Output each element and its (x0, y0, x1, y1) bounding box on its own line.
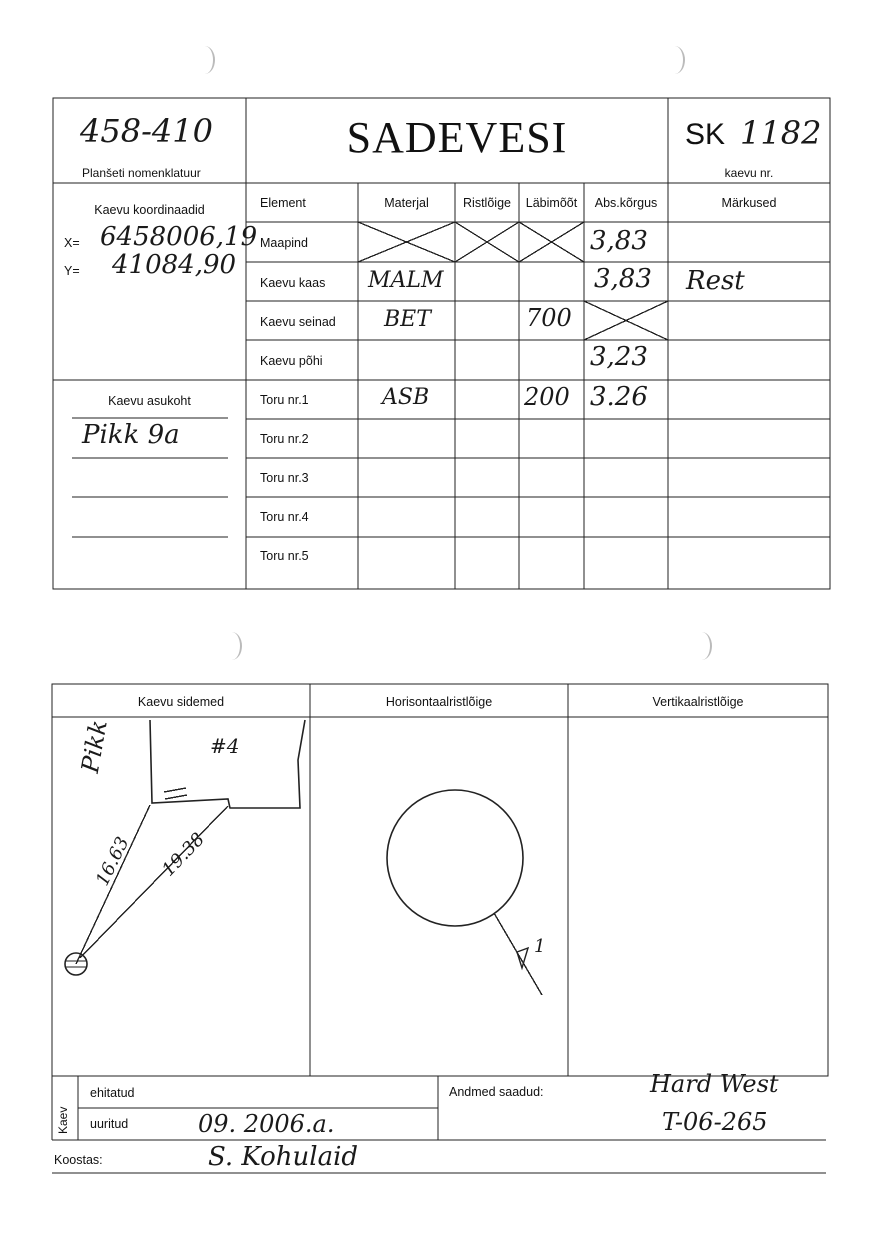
row-element: Maapind (260, 236, 308, 250)
coordinates-label: Kaevu koordinaadid (94, 203, 205, 217)
section-horisontaal: Horisontaalristlõige (385, 695, 493, 709)
row-element: Kaevu kaas (260, 276, 326, 290)
y-value: 41084,90 (112, 250, 237, 280)
header-element: Element (260, 196, 306, 210)
row-element: Toru nr.4 (260, 510, 309, 524)
cell-abs: 3,23 (590, 342, 648, 372)
andmed-value-1: Hard West (650, 1070, 779, 1098)
uuritud-label: uuritud (90, 1117, 129, 1131)
plansheet-value: 458-410 (80, 112, 213, 150)
y-label: Y= (64, 264, 80, 278)
section-sidemed: Kaevu sidemed (137, 695, 225, 709)
cell-abs: 3,83 (590, 226, 648, 256)
x-value: 6458006,19 (100, 222, 258, 252)
page-title: SADEVESI (346, 113, 568, 162)
sketch-distance-1: 16.63 (92, 833, 134, 890)
ehitatud-label: ehitatud (90, 1086, 135, 1100)
row-element: Toru nr.3 (260, 471, 309, 485)
uuritud-value: 09. 2006.a. (198, 1110, 335, 1138)
header-labimoot: Läbimõõt (525, 196, 578, 210)
plansheet-label: Planšeti nomenklatuur (82, 166, 201, 180)
cell-materjal: MALM (368, 268, 444, 293)
row-element: Kaevu põhi (260, 354, 323, 368)
row-element: Toru nr.5 (260, 549, 309, 563)
cell-abs: 3.26 (590, 382, 648, 412)
andmed-value-2: T-06-265 (662, 1108, 768, 1136)
header-ristloige: Ristlõige (463, 196, 511, 210)
koostas-label: Koostas: (54, 1153, 103, 1167)
x-label: X= (64, 236, 80, 250)
kaev-label: Kaev (56, 1106, 70, 1134)
header-markused: Märkused (721, 196, 777, 210)
koostas-value: S. Kohulaid (208, 1142, 359, 1172)
cell-labimoot: 200 (524, 383, 570, 411)
well-prefix: SK (685, 118, 726, 151)
section-vertikaal: Vertikaalristlõige (652, 695, 744, 709)
row-element: Toru nr.1 (260, 393, 309, 407)
cell-markused: Rest (686, 266, 745, 296)
pipe-number: 1 (534, 936, 546, 957)
well-label: kaevu nr. (724, 166, 774, 180)
sketch-street-label: Pikk (76, 717, 113, 775)
well-number: 1182 (740, 114, 822, 152)
row-element: Kaevu seinad (260, 315, 336, 329)
cross-section-circle (387, 790, 523, 926)
cell-materjal: BET (384, 307, 431, 332)
location-value: Pikk 9a (82, 420, 180, 450)
header-materjal: Materjal (384, 196, 429, 210)
location-label: Kaevu asukoht (108, 394, 191, 408)
sketch-building-number: #4 (210, 734, 240, 758)
cell-labimoot: 700 (526, 304, 572, 332)
cell-materjal: ASB (382, 385, 430, 410)
header-abs: Abs.kõrgus (594, 196, 658, 210)
andmed-label: Andmed saadud: (449, 1085, 544, 1099)
cell-abs: 3,83 (594, 264, 652, 294)
sketch-distance-2: 19.38 (158, 828, 209, 881)
row-element: Toru nr.2 (260, 432, 309, 446)
